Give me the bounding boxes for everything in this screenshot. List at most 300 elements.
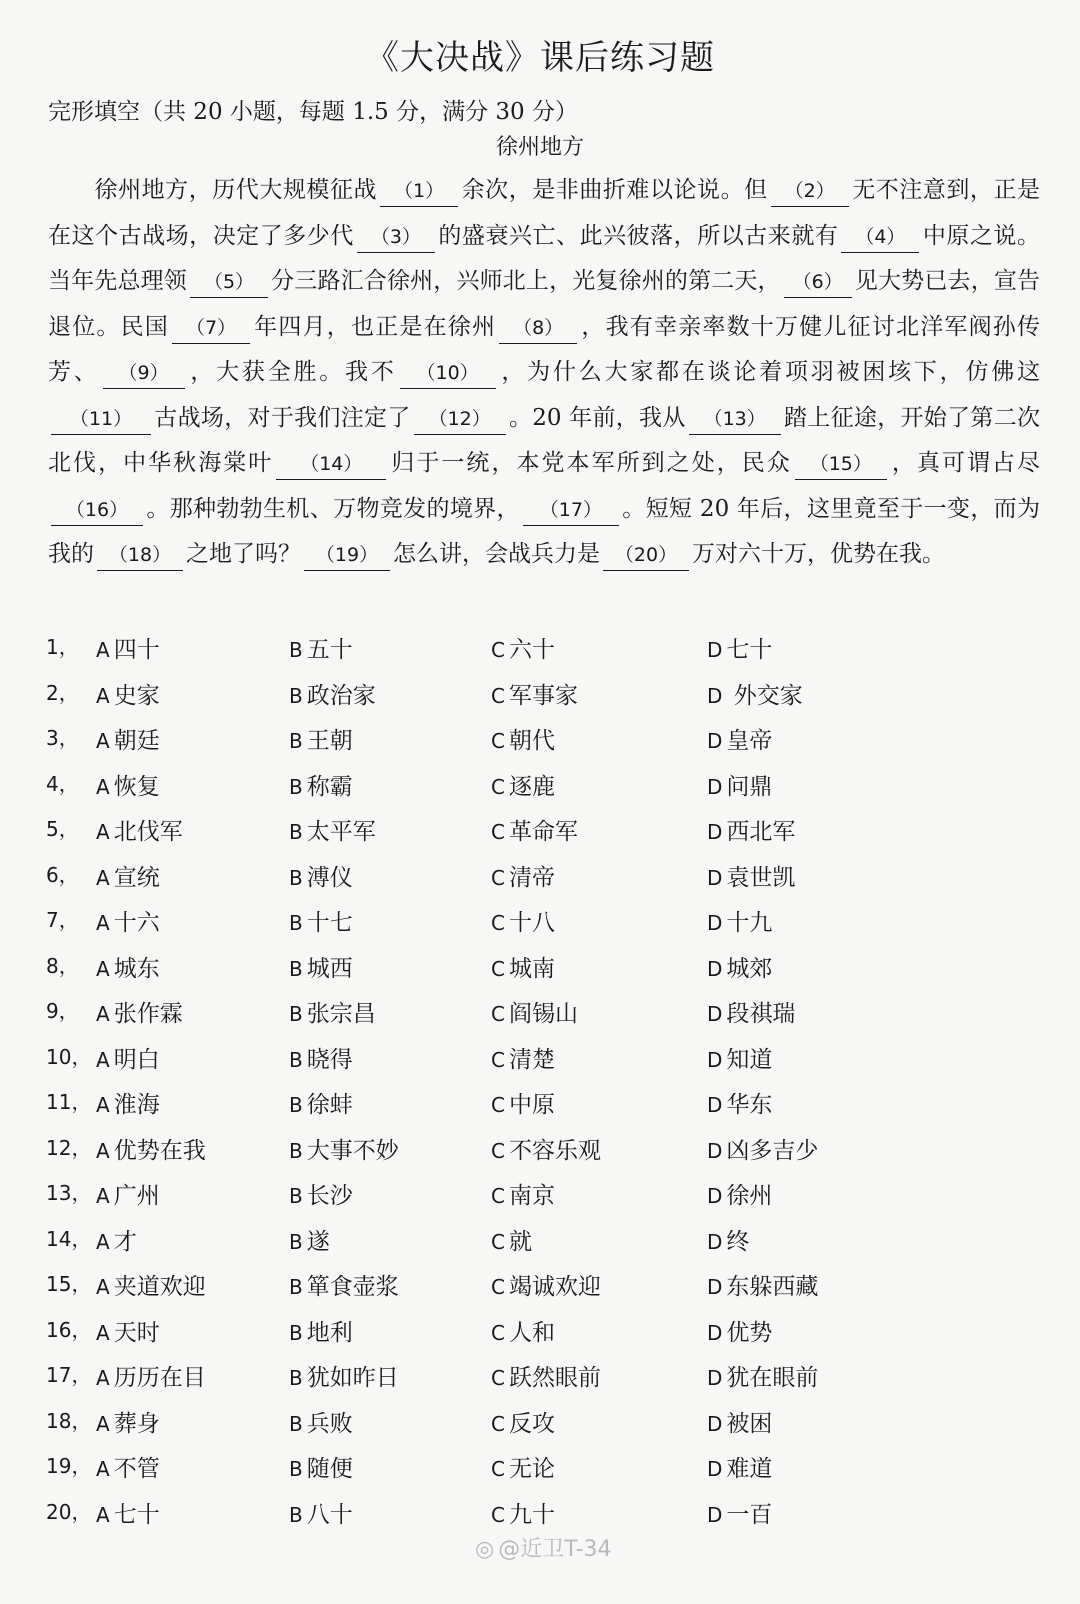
question-row (46, 807, 1046, 853)
option-text: 城南 (508, 955, 555, 982)
option-c[interactable] (491, 1177, 555, 1210)
option-text: 徐蚌 (306, 1092, 353, 1118)
option-text: 明白 (113, 1046, 160, 1073)
question-row (46, 1217, 1046, 1263)
option-text: 外交家 (726, 682, 803, 709)
blank-17: （17） (523, 495, 619, 526)
passage-segment: 万对六十万，优势在我。 (692, 541, 945, 567)
option-letter: D (707, 865, 723, 890)
option-text: 皇帝 (726, 728, 773, 754)
question-number: 18， (46, 1408, 92, 1433)
option-text: 葬身 (113, 1410, 160, 1437)
option-letter: D (707, 683, 723, 708)
option-b[interactable] (289, 1405, 353, 1438)
option-d[interactable] (707, 1041, 772, 1074)
question-number: 12， (46, 1135, 92, 1160)
question-row (46, 671, 1046, 717)
option-c[interactable] (491, 995, 578, 1028)
option-b[interactable] (289, 995, 376, 1028)
option-letter: B (289, 1047, 303, 1072)
option-letter: A (96, 1502, 110, 1527)
option-d[interactable] (707, 1314, 772, 1347)
option-text: 史家 (113, 682, 160, 709)
option-text: 历历在目 (113, 1365, 206, 1391)
option-b[interactable] (289, 813, 376, 846)
option-text: 八十 (306, 1501, 353, 1528)
option-text: 犹在眼前 (726, 1365, 819, 1391)
option-a[interactable] (96, 1314, 160, 1347)
option-d[interactable] (707, 1359, 818, 1392)
question-row (46, 944, 1046, 990)
option-letter: D (707, 1502, 723, 1527)
option-d[interactable] (707, 1223, 749, 1256)
option-letter: A (96, 1366, 110, 1390)
question-row (46, 1399, 1046, 1445)
option-c[interactable] (491, 1268, 601, 1301)
option-letter: C (491, 956, 505, 981)
option-text: 淮海 (113, 1092, 160, 1118)
option-d[interactable] (707, 1450, 772, 1483)
option-c[interactable] (491, 1359, 601, 1392)
option-c[interactable] (491, 813, 578, 846)
option-text: 被困 (726, 1410, 773, 1437)
option-letter: D (707, 1320, 723, 1345)
passage-segment: 见大势已去，宣告退位。民国 (48, 268, 1041, 340)
option-c[interactable] (491, 1405, 555, 1438)
option-a[interactable] (96, 859, 160, 892)
question-number: 6， (46, 862, 79, 887)
option-a[interactable] (96, 1086, 160, 1119)
option-text: 天时 (113, 1319, 160, 1346)
option-letter: A (96, 1047, 110, 1072)
option-letter: C (491, 1138, 505, 1163)
option-c[interactable] (491, 1223, 532, 1256)
option-letter: B (289, 1093, 303, 1117)
option-text: 难道 (726, 1456, 773, 1482)
question-number: 15， (46, 1272, 92, 1296)
option-text: 朝代 (508, 728, 555, 754)
option-text: 城东 (113, 955, 160, 982)
option-a[interactable] (96, 768, 160, 801)
option-letter: B (289, 1502, 303, 1527)
option-text: 十八 (508, 910, 555, 936)
option-letter: D (707, 729, 723, 753)
option-text: 优势 (726, 1319, 773, 1346)
passage-text (48, 168, 1040, 578)
option-text: 终 (726, 1228, 750, 1255)
option-text: 革命军 (508, 819, 578, 845)
option-letter: C (491, 1047, 505, 1072)
option-b[interactable] (289, 677, 376, 710)
option-a[interactable] (96, 813, 183, 846)
option-letter: D (707, 1275, 723, 1299)
option-letter: D (707, 1002, 723, 1026)
option-b[interactable] (289, 859, 353, 892)
option-c[interactable] (491, 1086, 555, 1119)
option-letter: D (707, 1184, 723, 1208)
option-text: 知道 (726, 1046, 773, 1073)
option-letter: A (96, 911, 110, 935)
option-text: 凶多吉少 (726, 1137, 819, 1164)
option-letter: C (491, 865, 505, 890)
option-letter: C (491, 683, 505, 708)
option-letter: D (707, 1366, 723, 1390)
question-number: 13， (46, 1181, 92, 1205)
option-c[interactable] (491, 1496, 555, 1529)
option-c[interactable] (491, 631, 555, 664)
weibo-icon: ◎ (475, 1537, 495, 1562)
blank-14: （14） (276, 449, 386, 480)
option-text: 北伐军 (113, 819, 183, 845)
question-row (46, 898, 1046, 944)
option-letter: A (96, 1138, 110, 1163)
passage-segment: 年四月，也正是在徐州 (253, 313, 497, 340)
option-text: 地利 (306, 1319, 353, 1346)
question-number: 14， (46, 1226, 92, 1251)
passage-segment: 。那种勃勃生机、万物竞发的境界， (146, 495, 520, 522)
watermark-text: @近卫T-34 (498, 1537, 612, 1562)
option-text: 逐鹿 (508, 773, 555, 800)
passage-segment: 归于一统，本党本军所到之处，民众 (389, 450, 792, 476)
option-text: 问鼎 (726, 773, 773, 800)
option-text: 恢复 (113, 773, 160, 800)
blank-5: （5） (190, 267, 268, 298)
option-a[interactable] (96, 1223, 137, 1256)
option-letter: A (96, 1457, 110, 1481)
option-b[interactable] (289, 1314, 353, 1347)
option-c[interactable] (491, 1132, 601, 1165)
option-text: 夹道欢迎 (113, 1274, 206, 1300)
option-letter: B (289, 1184, 303, 1208)
option-b[interactable] (289, 1086, 353, 1119)
option-b[interactable] (289, 1450, 353, 1483)
option-letter: B (289, 911, 303, 935)
option-a[interactable] (96, 677, 160, 710)
passage-segment: ，我有幸亲率数十万健儿征讨北洋军阀孙传芳、 (48, 313, 1041, 385)
option-d[interactable] (707, 1177, 772, 1210)
option-a[interactable] (96, 1405, 160, 1438)
option-letter: C (491, 820, 505, 844)
option-letter: C (491, 638, 505, 662)
option-d[interactable] (707, 1132, 818, 1165)
blank-15: （15） (795, 449, 887, 480)
question-row (46, 1262, 1046, 1308)
option-letter: A (96, 1320, 110, 1345)
option-text: 袁世凯 (726, 864, 796, 891)
option-letter: A (96, 956, 110, 981)
option-text: 十六 (113, 910, 160, 936)
option-text: 张作霖 (113, 1001, 183, 1027)
option-letter: A (96, 1093, 110, 1117)
option-text: 清帝 (508, 864, 555, 891)
option-letter: D (707, 1047, 723, 1072)
option-text: 城郊 (726, 955, 773, 982)
option-letter: B (289, 638, 303, 662)
option-c[interactable] (491, 1314, 555, 1347)
option-text: 军事家 (508, 682, 578, 709)
option-letter: D (707, 1138, 723, 1163)
option-text: 四十 (113, 637, 160, 663)
passage-segment: 的盛衰兴亡、此兴彼落，所以古来就有 (437, 222, 839, 249)
option-text: 王朝 (306, 728, 353, 754)
question-number: 5， (46, 817, 79, 841)
option-a[interactable] (96, 1177, 160, 1210)
option-letter: A (96, 1411, 110, 1436)
option-letter: A (96, 1184, 110, 1208)
option-letter: B (289, 865, 303, 890)
option-d[interactable] (707, 859, 795, 892)
option-letter: B (289, 1366, 303, 1390)
passage-segment: 古战场，对于我们注定了 (154, 404, 411, 431)
passage-segment: 余次，是非曲折难以论说。但 (461, 177, 768, 203)
watermark (475, 1532, 612, 1563)
option-text: 长沙 (306, 1183, 353, 1209)
option-letter: D (707, 820, 723, 844)
option-b[interactable] (289, 1041, 353, 1074)
option-text: 大事不妙 (306, 1137, 399, 1164)
option-b[interactable] (289, 1359, 399, 1392)
option-letter: D (707, 1229, 723, 1254)
question-row (46, 716, 1046, 762)
option-letter: B (289, 1002, 303, 1026)
option-d[interactable] (707, 722, 772, 755)
blank-4: （4） (841, 222, 919, 253)
passage-segment: 踏上征途，开始了第二次北伐，中华秋海棠叶 (48, 404, 1041, 476)
question-row (46, 1126, 1046, 1172)
option-text: 六十 (508, 637, 555, 663)
option-letter: C (491, 1366, 505, 1390)
passage-segment: 中原之说。当年先总理领 (48, 222, 1041, 294)
option-text: 张宗昌 (306, 1001, 376, 1027)
blank-18: （18） (97, 540, 183, 571)
option-c[interactable] (491, 904, 555, 937)
option-letter: C (491, 1275, 505, 1299)
option-b[interactable] (289, 904, 353, 937)
option-letter: A (96, 865, 110, 890)
option-text: 五十 (306, 637, 353, 663)
option-text: 无论 (508, 1456, 555, 1482)
option-d[interactable] (707, 950, 772, 983)
option-text: 才 (113, 1228, 137, 1255)
option-letter: C (491, 1093, 505, 1117)
option-b[interactable] (289, 1268, 399, 1301)
option-text: 十九 (726, 910, 773, 936)
option-letter: D (707, 638, 723, 662)
option-d[interactable] (707, 813, 795, 846)
option-letter: B (289, 1457, 303, 1481)
option-a[interactable] (96, 1268, 206, 1301)
option-letter: C (491, 1457, 505, 1481)
option-c[interactable] (491, 1041, 555, 1074)
option-c[interactable] (491, 859, 555, 892)
blank-10: （10） (400, 358, 496, 389)
option-c[interactable] (491, 722, 555, 755)
question-row (46, 625, 1046, 671)
option-text: 反攻 (508, 1410, 555, 1437)
page-title: 《大决战》课后练习题 (365, 38, 715, 78)
blank-11: （11） (51, 404, 151, 435)
question-number: 8， (46, 953, 79, 978)
question-row (46, 1353, 1046, 1399)
option-letter: C (491, 1229, 505, 1254)
passage-segment: ，真可谓占尽 (889, 450, 1040, 476)
option-letter: C (491, 1502, 505, 1527)
passage-segment: 无不注意到，正是在这个古战场，决定了多少代 (48, 177, 1041, 249)
option-letter: D (707, 1457, 723, 1481)
option-text: 广州 (113, 1183, 160, 1209)
option-a[interactable] (96, 1359, 206, 1392)
option-b[interactable] (289, 768, 353, 801)
option-text: 就 (508, 1228, 532, 1255)
option-text: 徐州 (726, 1183, 773, 1209)
question-row (46, 989, 1046, 1035)
option-text: 南京 (508, 1183, 555, 1209)
option-d[interactable] (707, 995, 795, 1028)
option-text: 晓得 (306, 1046, 353, 1073)
option-b[interactable] (289, 1177, 353, 1210)
option-d[interactable] (707, 1405, 772, 1438)
option-letter: C (491, 1184, 505, 1208)
option-c[interactable] (491, 677, 578, 710)
option-c[interactable] (491, 950, 555, 983)
question-row (46, 762, 1046, 808)
option-a[interactable] (96, 1496, 160, 1529)
blank-9: （9） (103, 358, 185, 389)
option-text: 竭诚欢迎 (508, 1274, 601, 1300)
option-a[interactable] (96, 950, 160, 983)
option-b[interactable] (289, 631, 353, 664)
option-letter: D (707, 1093, 723, 1117)
passage-segment: 分三路汇合徐州，兴师北上，光复徐州的第二天， (270, 268, 781, 294)
option-text: 不容乐观 (508, 1137, 601, 1164)
option-letter: D (707, 956, 723, 981)
passage-segment: 徐州地方，历代大规模征战 (94, 177, 378, 203)
option-letter: B (289, 1138, 303, 1163)
option-text: 犹如昨日 (306, 1365, 399, 1391)
option-text: 一百 (726, 1501, 773, 1528)
option-c[interactable] (491, 1450, 555, 1483)
option-text: 宣统 (113, 864, 160, 891)
blank-20: （20） (603, 540, 689, 571)
option-letter: B (289, 1275, 303, 1299)
option-a[interactable] (96, 722, 160, 755)
option-b[interactable] (289, 1223, 330, 1256)
passage-segment: 怎么讲，会战兵力是 (393, 541, 600, 567)
question-number: 11， (46, 1090, 92, 1114)
option-b[interactable] (289, 722, 353, 755)
question-number: 2， (46, 680, 79, 705)
option-letter: B (289, 1411, 303, 1436)
option-b[interactable] (289, 1496, 353, 1529)
option-letter: A (96, 638, 110, 662)
option-text: 七十 (726, 637, 773, 663)
blank-3: （3） (357, 222, 435, 253)
option-d[interactable] (707, 631, 772, 664)
option-d[interactable] (707, 768, 772, 801)
section-heading: 完形填空（共 20 小题，每题 1.5 分，满分 30 分） (48, 99, 578, 125)
option-d[interactable] (707, 677, 803, 710)
option-letter: B (289, 1320, 303, 1345)
question-row (46, 1171, 1046, 1217)
option-text: 称霸 (306, 773, 353, 800)
option-letter: B (289, 956, 303, 981)
question-number: 17， (46, 1363, 92, 1387)
question-row (46, 1080, 1046, 1126)
option-text: 朝廷 (113, 728, 160, 754)
question-number: 9， (46, 999, 79, 1023)
option-letter: C (491, 774, 505, 799)
option-letter: A (96, 774, 110, 799)
question-number: 19， (46, 1454, 92, 1478)
option-d[interactable] (707, 1268, 818, 1301)
option-text: 十七 (306, 910, 353, 936)
option-d[interactable] (707, 1086, 772, 1119)
option-text: 太平军 (306, 819, 376, 845)
question-row (46, 1444, 1046, 1490)
option-d[interactable] (707, 1496, 772, 1529)
option-text: 跃然眼前 (508, 1365, 601, 1391)
passage-segment: 。短短 20 年后，这里竟至于一变，而为我的 (48, 495, 1041, 567)
question-row (46, 1490, 1046, 1536)
option-letter: A (96, 729, 110, 753)
option-c[interactable] (491, 768, 555, 801)
option-text: 西北军 (726, 819, 796, 845)
option-a[interactable] (96, 1132, 206, 1165)
option-text: 东躲西藏 (726, 1274, 819, 1300)
question-number: 10， (46, 1044, 92, 1069)
option-a[interactable] (96, 1450, 160, 1483)
option-letter: A (96, 1002, 110, 1026)
option-a[interactable] (96, 995, 183, 1028)
option-a[interactable] (96, 1041, 160, 1074)
passage-segment: 。20 年前，我从 (508, 404, 686, 431)
blank-1: （1） (380, 176, 458, 207)
option-text: 华东 (726, 1092, 773, 1118)
option-text: 箪食壶浆 (306, 1274, 399, 1300)
question-number: 16， (46, 1317, 92, 1342)
option-b[interactable] (289, 950, 353, 983)
question-number: 4， (46, 771, 79, 796)
passage-segment: ，大获全胜。我不 (187, 359, 397, 385)
option-a[interactable] (96, 904, 160, 937)
option-text: 段祺瑞 (726, 1001, 796, 1027)
passage-segment: 之地了吗？ (186, 541, 301, 567)
option-letter: B (289, 683, 303, 708)
option-letter: B (289, 729, 303, 753)
option-letter: D (707, 774, 723, 799)
blank-19: （19） (304, 540, 390, 571)
blank-7: （7） (172, 313, 250, 344)
option-b[interactable] (289, 1132, 399, 1165)
option-a[interactable] (96, 631, 160, 664)
option-text: 清楚 (508, 1046, 555, 1073)
option-letter: C (491, 911, 505, 935)
option-letter: D (707, 911, 723, 935)
option-text: 兵败 (306, 1410, 353, 1437)
question-number: 20， (46, 1499, 92, 1524)
option-letter: A (96, 1275, 110, 1299)
option-text: 人和 (508, 1319, 555, 1346)
option-letter: D (707, 1411, 723, 1436)
options-list (46, 625, 1046, 1535)
option-text: 溥仪 (306, 864, 353, 891)
option-d[interactable] (707, 904, 772, 937)
passage-title: 徐州地方 (495, 135, 584, 160)
option-text: 阎锡山 (508, 1001, 578, 1027)
option-letter: B (289, 1229, 303, 1254)
question-row (46, 1035, 1046, 1081)
option-text: 九十 (508, 1501, 555, 1528)
